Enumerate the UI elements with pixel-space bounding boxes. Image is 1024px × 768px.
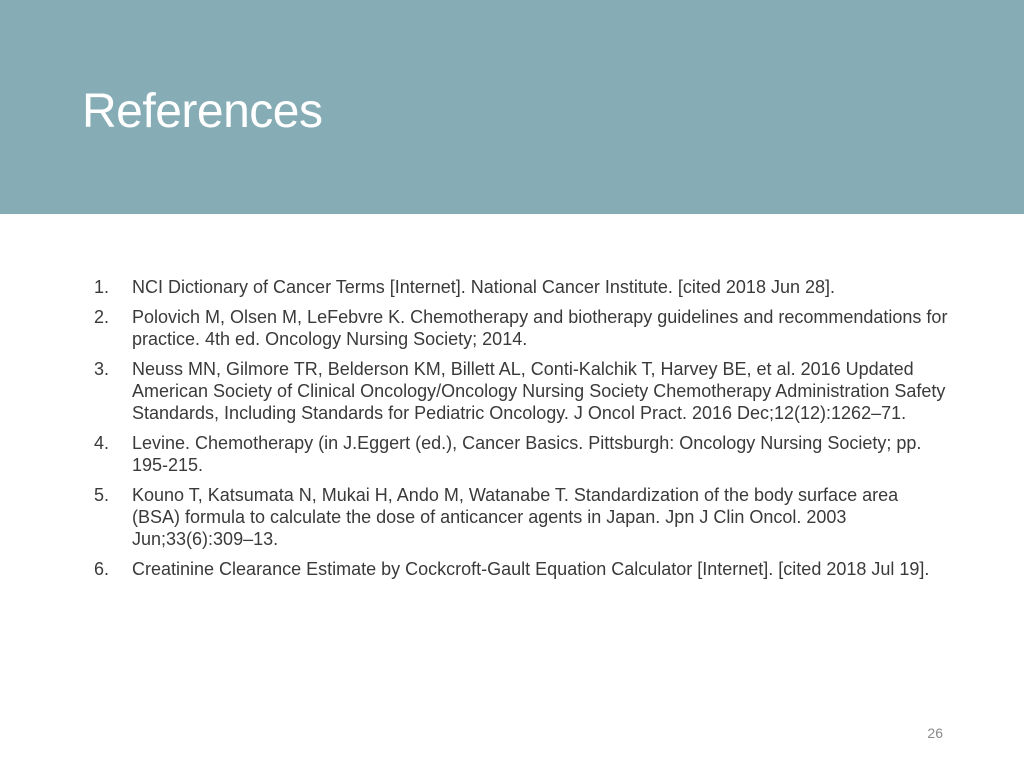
reference-text: Kouno T, Katsumata N, Mukai H, Ando M, Watanabe T. Standardization of the body surface area (BSA) formula to calculate the dose of anticancer agents in Japan. Jpn J Clin Oncol. 2003 Jun;33(6):309–13. [132, 485, 899, 549]
header-band [0, 0, 1024, 214]
reference-number: 5. [94, 485, 110, 505]
reference-text: Neuss MN, Gilmore TR, Belderson KM, Billett AL, Conti-Kalchik T, Harvey BE, et al. 2016 Updated American Society of Clinical Oncology/Oncology Nursing Society Chemotherapy Administration Safety Standards, Including Standards for Pediatric Oncology. J Oncol Pract. 2016 Dec;12(12):1262–71. [132, 359, 946, 423]
reference-text: NCI Dictionary of Cancer Terms [Internet]. National Cancer Institute. [cited 2018 Jun 28]. [132, 277, 836, 297]
reference-number: 1. [94, 277, 110, 297]
reference-text: Levine. Chemotherapy (in J.Eggert (ed.), Cancer Basics. Pittsburgh: Oncology Nursing Society; pp. 195-215. [132, 433, 922, 475]
reference-item-5 [94, 484, 950, 550]
reference-list [94, 276, 950, 588]
reference-number: 4. [94, 433, 110, 453]
reference-item-4 [94, 432, 950, 476]
reference-number: 2. [94, 307, 110, 327]
reference-item-1 [94, 276, 950, 298]
reference-item-3 [94, 358, 950, 424]
reference-number: 3. [94, 359, 110, 379]
slide-title: References [82, 85, 323, 138]
reference-text: Polovich M, Olsen M, LeFebvre K. Chemotherapy and biotherapy guidelines and recommendations for practice. 4th ed. Oncology Nursing Society; 2014. [132, 307, 948, 349]
page-number: 26 [927, 725, 943, 741]
reference-item-6 [94, 558, 950, 580]
reference-text: Creatinine Clearance Estimate by Cockcroft-Gault Equation Calculator [Internet]. [cited 2018 Jul 19]. [132, 559, 930, 579]
reference-item-2 [94, 306, 950, 350]
reference-number: 6. [94, 559, 110, 579]
